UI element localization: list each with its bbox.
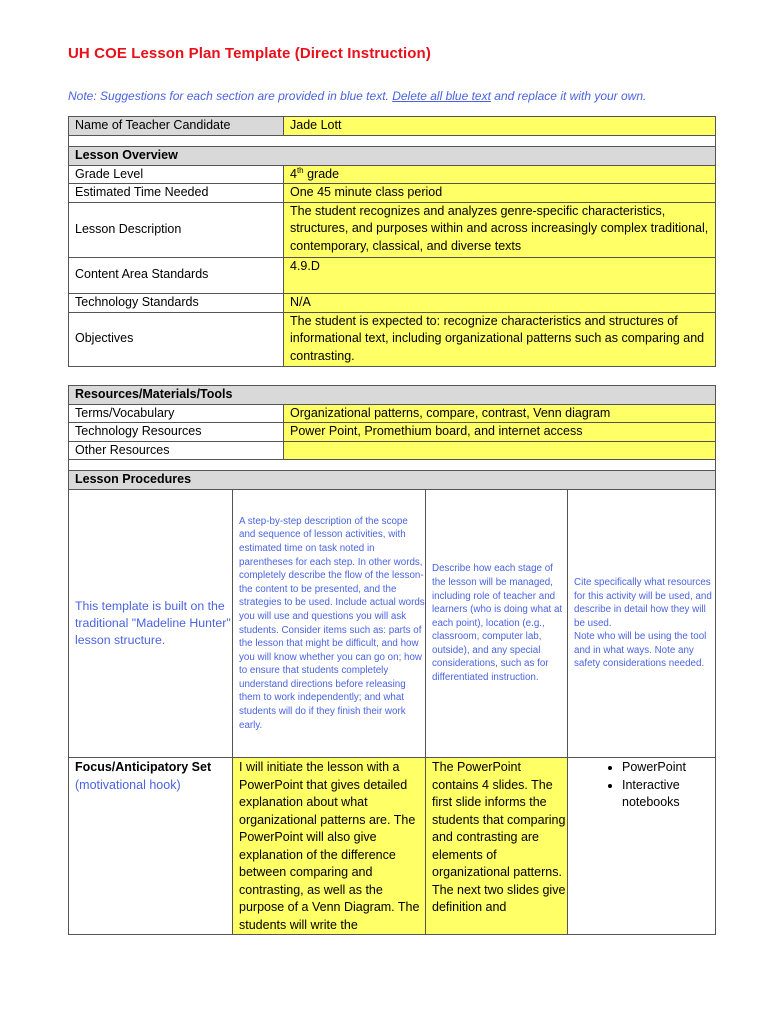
objectives-label: Objectives — [69, 312, 284, 366]
objectives-field[interactable]: The student is expected to: recognize characteristics and structures of informational text, including organizational patterns such as comparing and contrasting. — [284, 312, 716, 366]
page-title: UH COE Lesson Plan Template (Direct Instruction) — [68, 45, 431, 62]
teacher-name-field[interactable]: Jade Lott — [284, 117, 716, 136]
terms-vocabulary-field[interactable]: Organizational patterns, compare, contrast, Venn diagram — [284, 404, 716, 423]
content-standards-label: Content Area Standards — [69, 257, 284, 293]
technology-standards-label: Technology Standards — [69, 293, 284, 312]
technology-resources-label: Technology Resources — [69, 423, 284, 442]
lesson-description-field[interactable]: The student recognizes and analyzes genre-specific characteristics, structures, and purposes within and across increasingly complex traditional, contemporary, classical, and diverse texts — [284, 202, 716, 257]
resources-header: Resources/Materials/Tools — [69, 386, 716, 405]
lesson-procedures-table — [68, 470, 716, 935]
focus-management-field[interactable]: The PowerPoint contains 4 slides. The first slide informs the students that comparing and contrasting are elements of organizational patterns. The next two slides give definition and — [426, 758, 568, 935]
focus-resources-cell[interactable] — [568, 758, 716, 935]
other-resources-label: Other Resources — [69, 441, 284, 460]
focus-set-sublabel: (motivational hook) — [75, 777, 181, 792]
resources-guide-text: Cite specifically what resources for this activity will be used, and describe in detail how they will be used. Note who will be using the tool and in what ways. Note any safety considerations needed. — [568, 490, 716, 758]
time-needed-field[interactable]: One 45 minute class period — [284, 184, 716, 203]
focus-resources-list — [574, 759, 715, 812]
other-resources-field[interactable] — [284, 441, 716, 460]
note-delete-instruction: Delete all blue text — [392, 89, 491, 103]
technology-standards-field[interactable]: N/A — [284, 293, 716, 312]
lesson-overview-table — [68, 116, 716, 367]
lesson-procedures-header: Lesson Procedures — [69, 471, 716, 490]
focus-set-cell — [69, 758, 233, 935]
terms-vocabulary-label: Terms/Vocabulary — [69, 404, 284, 423]
resources-table — [68, 385, 716, 471]
teacher-label: Name of Teacher Candidate — [69, 117, 284, 136]
grade-level-field[interactable]: 4th grade — [284, 165, 716, 184]
note-text-start: Note: Suggestions for each section are provided in blue text. — [68, 89, 393, 103]
resource-item: • Interactive notebooks — [622, 777, 715, 812]
focus-procedure-field[interactable]: I will initiate the lesson with a PowerPoint that gives detailed explanation about what organizational patterns are. The PowerPoint will also give explanation of the difference between comparing and contrasting, as well as the purpose of a Venn Diagram. The students will write the — [233, 758, 426, 935]
procedure-guide-text: A step-by-step description of the scope and sequence of lesson activities, with estimated time on task noted in parentheses for each step. In other words, completely describe the flow of the lesson-the content to be presented, and the strategies to be used. Include actual words you will use and questions you will ask students. Consider items such as: parts of the lesson that might be difficult, and how you will know whether you can go on; how to ensure that students completely understand directions before releasing them to work independently; and what students will do if they finish their work early. — [233, 490, 426, 758]
grade-level-label: Grade Level — [69, 165, 284, 184]
time-needed-label: Estimated Time Needed — [69, 184, 284, 203]
focus-set-label: Focus/Anticipatory Set — [75, 760, 212, 774]
template-guide-note: This template is built on the traditional "Madeline Hunter" lesson structure. — [69, 490, 233, 758]
instruction-note — [68, 89, 646, 103]
resource-item: • PowerPoint — [622, 759, 715, 777]
technology-resources-field[interactable]: Power Point, Promethium board, and internet access — [284, 423, 716, 442]
management-guide-text: Describe how each stage of the lesson will be managed, including role of teacher and learners (who is doing what at each point), location (e.g., classroom, computer lab, outside), and any special considerations, such as for differentiated instruction. — [426, 490, 568, 758]
lesson-description-label: Lesson Description — [69, 202, 284, 257]
lesson-overview-header: Lesson Overview — [69, 147, 716, 166]
note-text-end: and replace it with your own. — [490, 89, 647, 103]
content-standards-field[interactable]: 4.9.D — [284, 257, 716, 293]
